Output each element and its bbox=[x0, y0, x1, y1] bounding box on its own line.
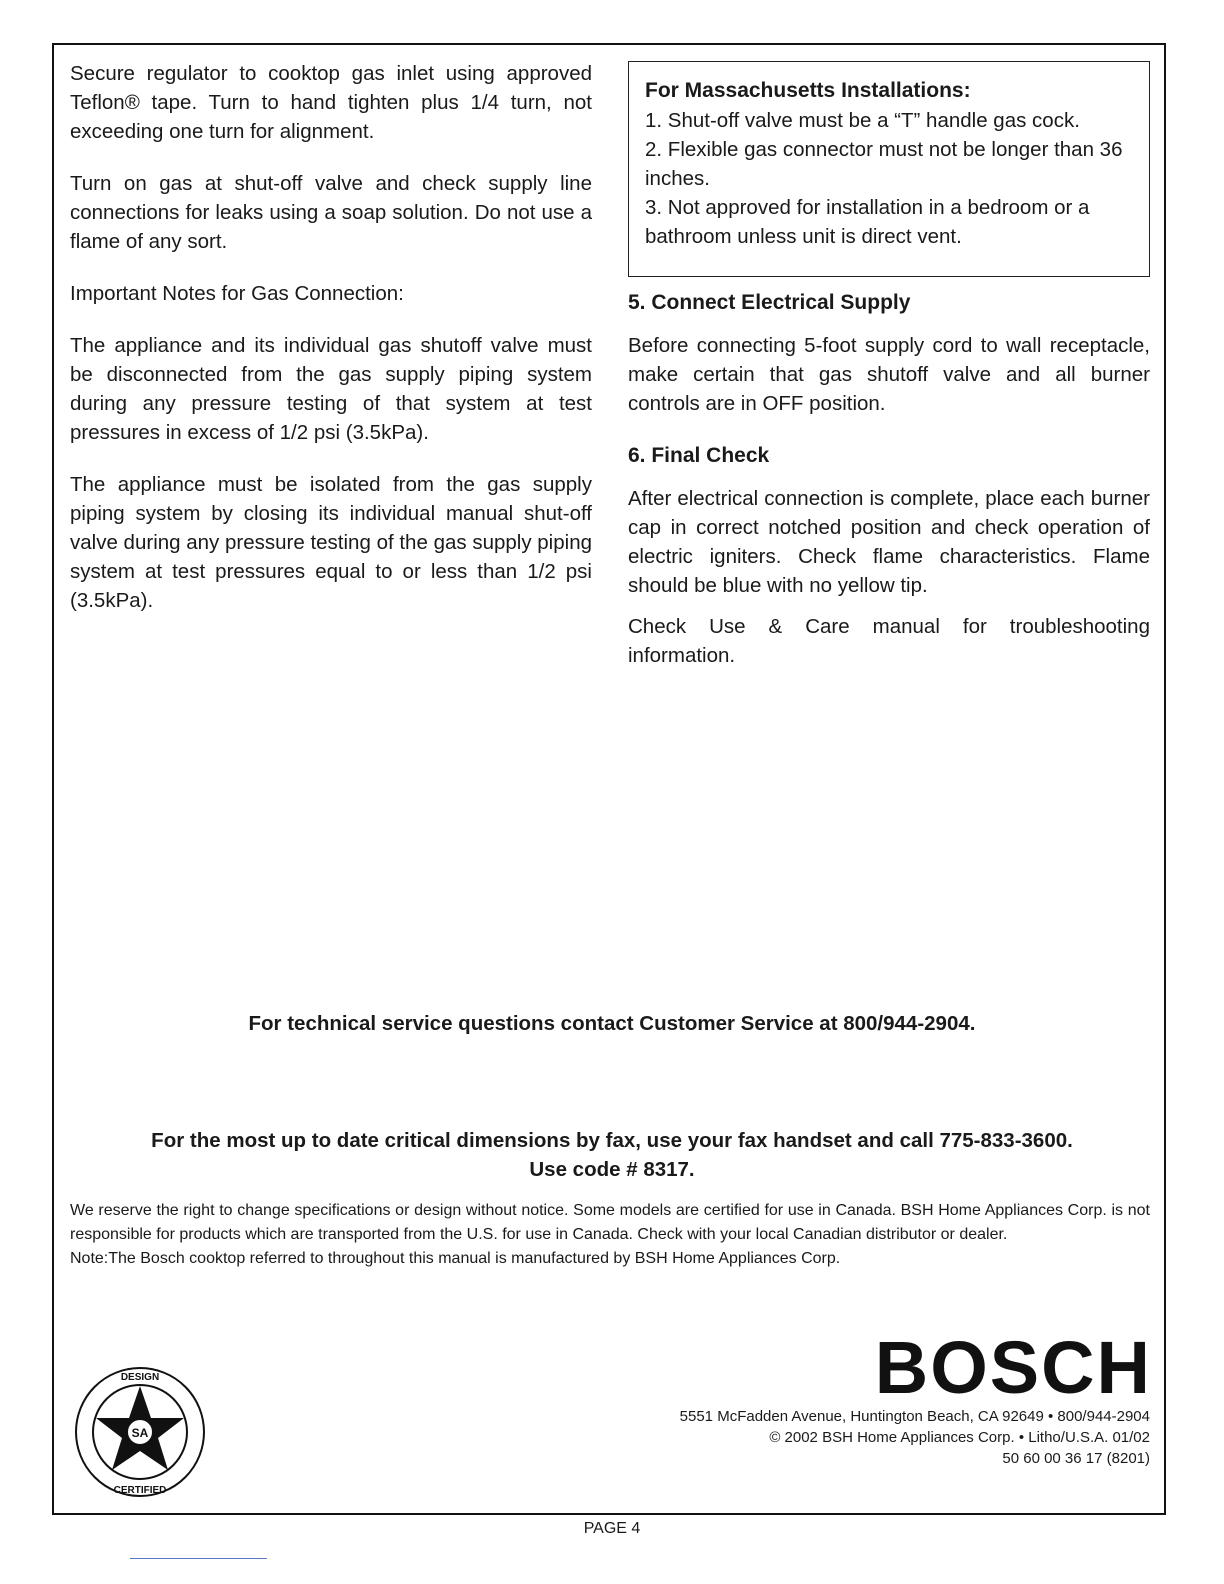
list-item: 2. Flexible gas connector must not be longer than 36 inches. bbox=[645, 138, 1123, 190]
right-column bbox=[628, 288, 1150, 693]
leak-check-paragraph: Turn on gas at shut-off valve and check supply line connections for leaks using a soap solution. Do not use a flame of any sort. bbox=[70, 172, 592, 253]
massachusetts-list bbox=[645, 106, 1135, 251]
link-underline bbox=[130, 1558, 267, 1559]
address-line: 5551 McFadden Avenue, Huntington Beach, CA 92649 • 800/944-2904 bbox=[679, 1408, 1150, 1425]
company-address bbox=[680, 1406, 1150, 1469]
design-certified-seal bbox=[74, 1366, 206, 1498]
part-number: 50 60 00 36 17 (8201) bbox=[1002, 1450, 1150, 1467]
disconnect-note: The appliance and its individual gas shutoff valve must be disconnected from the gas supply piping system during any pressure testing of that system at test pressures in excess of 1/2 psi (3.5kPa). bbox=[70, 334, 592, 444]
fax-code: Use code # 8317. bbox=[529, 1158, 695, 1181]
left-column bbox=[70, 59, 592, 638]
disclaimer-note: Note:The Bosch cooktop referred to throughout this manual is manufactured by BSH Home Appliances Corp. bbox=[70, 1250, 841, 1267]
seal-center-text: SA bbox=[131, 1426, 149, 1440]
section-6-text: After electrical connection is complete, place each burner cap in correct notched position and check operation of electric igniters. Check flame characteristics. Flame should be blue with no yellow tip. bbox=[628, 487, 1150, 597]
disclaimer bbox=[70, 1199, 1150, 1271]
copyright-line: © 2002 BSH Home Appliances Corp. • Litho/U.S.A. 01/02 bbox=[769, 1429, 1150, 1446]
service-line: For technical service questions contact Customer Service at 800/944-2904. bbox=[248, 1012, 976, 1035]
section-6-note: Check Use & Care manual for troubleshooting information. bbox=[628, 615, 1150, 667]
list-item: 1. Shut-off valve must be a “T” handle gas cock. bbox=[645, 109, 1080, 132]
isolate-note: The appliance must be isolated from the gas supply piping system by closing its individual manual shut-off valve during any pressure testing of the gas supply piping system at test pressures equal to or less than 1/2 psi (3.5kPa). bbox=[70, 473, 592, 612]
section-5-title: 5. Connect Electrical Supply bbox=[628, 291, 911, 314]
section-6-title: 6. Final Check bbox=[628, 444, 770, 467]
fax-line: For the most up to date critical dimensions by fax, use your fax handset and call 775-833-3600. bbox=[151, 1129, 1073, 1152]
regulator-paragraph: Secure regulator to cooktop gas inlet using approved Teflon® tape. Turn to hand tighten plus 1/4 turn, not exceeding one turn for alignment. bbox=[70, 62, 592, 143]
list-item: 3. Not approved for installation in a bedroom or a bathroom unless unit is direct vent. bbox=[645, 196, 1090, 248]
notes-heading: Important Notes for Gas Connection: bbox=[70, 282, 404, 305]
page-number: PAGE 4 bbox=[583, 1520, 641, 1537]
massachusetts-title: For Massachusetts Installations: bbox=[645, 79, 971, 102]
section-5-text: Before connecting 5-foot supply cord to wall receptacle, make certain that gas shutoff valve and all burner controls are in OFF position. bbox=[628, 334, 1150, 415]
seal-top-text: DESIGN bbox=[120, 1372, 160, 1383]
seal-bottom-text: CERTIFIED bbox=[113, 1485, 167, 1496]
massachusetts-box bbox=[628, 61, 1150, 277]
bosch-logo: BOSCH bbox=[874, 1326, 1152, 1409]
disclaimer-text: We reserve the right to change specifications or design without notice. Some models are certified for use in Canada. BSH Home Appliances Corp. is not responsible for products which are transported from the U.S. for use in Canada. Check with your local Canadian distributor or dealer. bbox=[70, 1202, 1150, 1243]
